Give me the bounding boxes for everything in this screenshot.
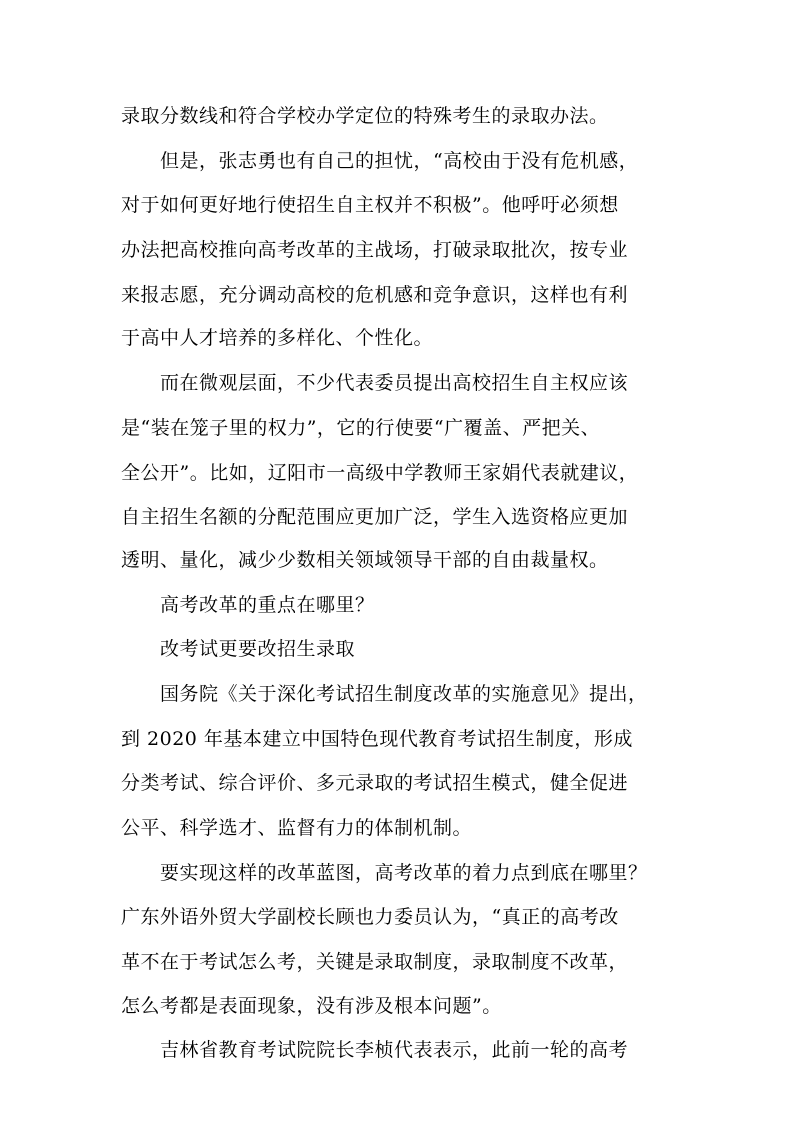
section-heading: 改考试更要改招生录取 [160,638,356,660]
section-question: 高考改革的重点在哪里？ [160,594,375,616]
text-line: 怎么考都是表面现象，没有涉及根本问题”。 [121,995,502,1017]
text-line: 公平、科学选才、监督有力的体制机制。 [121,817,473,839]
text-line: 而在微观层面，不少代表委员提出高校招生自主权应该 [160,372,629,394]
text-line: 是“装在笼子里的权力”，它的行使要“广覆盖、严把关、 [121,417,601,439]
text-line: 但是，张志勇也有自己的担忧，“高校由于没有危机感， [160,150,639,172]
text-line: 来报志愿，充分调动高校的危机感和竞争意识，这样也有利 [121,284,629,306]
text-line: 录取分数线和符合学校办学定位的特殊考生的录取办法。 [121,105,609,127]
text-line: 于高中人才培养的多样化、个性化。 [121,327,434,349]
text-line: 透明、量化，减少少数相关领域领导干部的自由裁量权。 [121,549,609,571]
text-line: 革不在于考试怎么考，关键是录取制度，录取制度不改革， [121,951,629,973]
text-line: 自主招生名额的分配范围应更加广泛，学生入选资格应更加 [121,506,629,528]
text-line: 国务院《关于深化考试招生制度改革的实施意见》提出， [160,683,648,705]
text-line: 办法把高校推向高考改革的主战场，打破录取批次，按专业 [121,239,629,261]
text-line: 对于如何更好地行使招生自主权并不积极”。他呼吁必须想 [121,194,619,216]
text-line: 到 2020 年基本建立中国特色现代教育考试招生制度，形成 [121,728,633,750]
text-line: 要实现这样的改革蓝图，高考改革的着力点到底在哪里？ [160,862,648,884]
text-line: 吉林省教育考试院院长李桢代表表示，此前一轮的高考 [160,1039,629,1061]
text-line: 广东外语外贸大学副校长顾也力委员认为，“真正的高考改 [121,906,619,928]
text-line: 分类考试、综合评价、多元录取的考试招生模式，健全促进 [121,772,629,794]
text-line: 全公开”。比如，辽阳市一高级中学教师王家娟代表就建议， [121,462,639,484]
